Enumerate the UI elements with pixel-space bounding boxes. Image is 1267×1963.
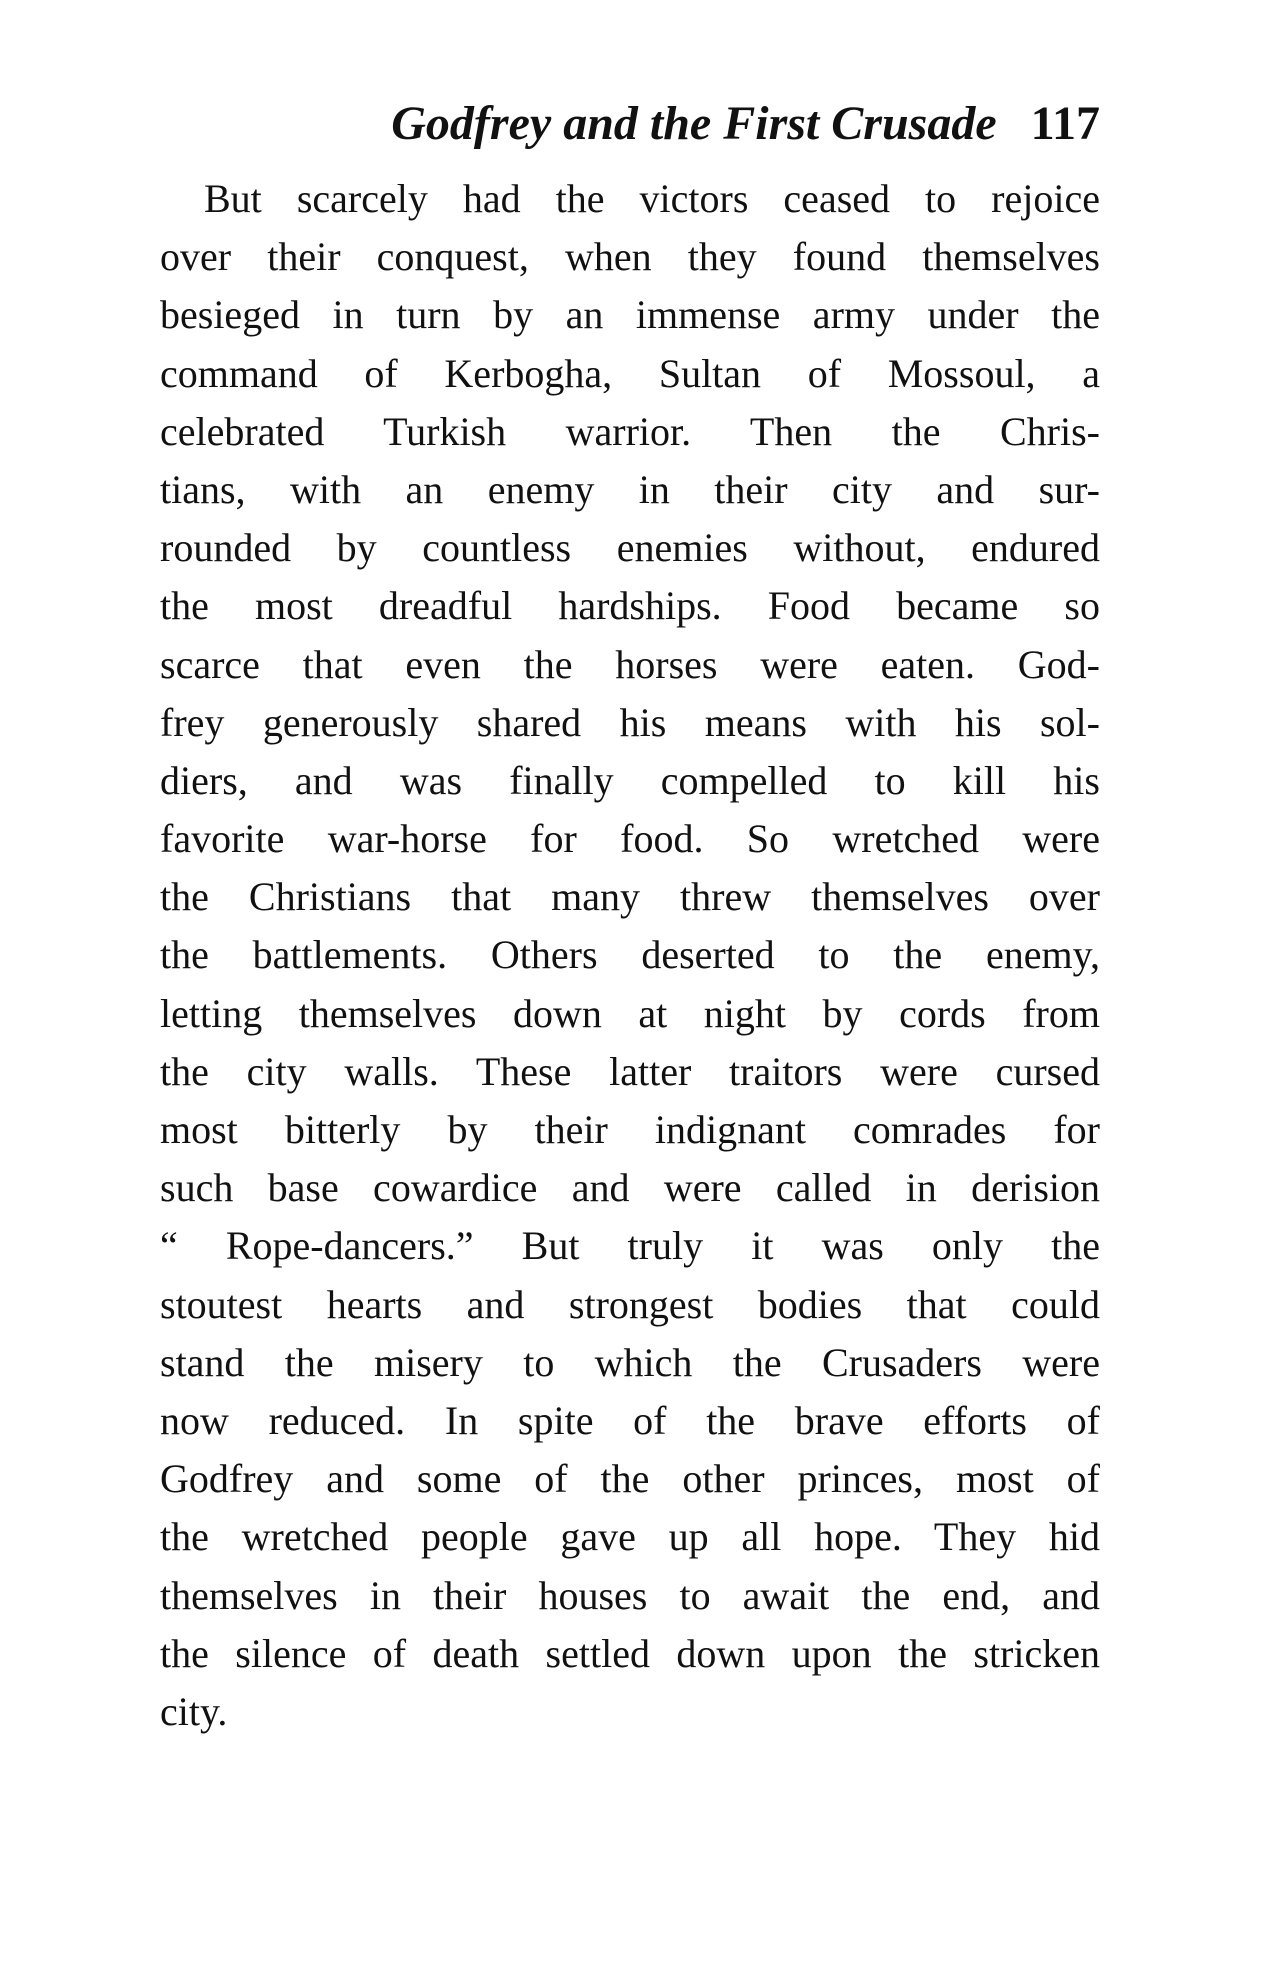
text-line: most bitterly by their indignant comrades for — [160, 1107, 1100, 1152]
running-header — [160, 96, 1100, 152]
text-line: the battlements. Others deserted to the enemy, — [160, 932, 1100, 978]
text-line: the Christians that many threw themselves over — [160, 874, 1100, 920]
text-line: celebrated Turkish warrior. Then the Chris- — [160, 408, 1100, 454]
text-line: the silence of death settled down upon the stricken — [160, 1630, 1100, 1676]
text-line: frey generously shared his means with his sol- — [160, 699, 1100, 745]
text-line: diers, and was finally compelled to kill his — [160, 757, 1100, 803]
text-line: over their conquest, when they found themselves — [160, 234, 1100, 280]
text-line: tians, with an enemy in their city and sur- — [160, 466, 1100, 512]
text-line: Godfrey and some of the other princes, most of — [160, 1456, 1100, 1502]
text-line: themselves in their houses to await the end, and — [160, 1572, 1100, 1618]
text-line: stoutest hearts and strongest bodies that could — [160, 1281, 1100, 1327]
text-line: scarce that even the horses were eaten. God- — [160, 641, 1100, 687]
text-line: favorite war-horse for food. So wretched were — [160, 816, 1100, 862]
text-line: rounded by countless enemies without, endured — [160, 525, 1100, 571]
text-line: the most dreadful hardships. Food became so — [160, 583, 1100, 629]
text-line: now reduced. In spite of the brave efforts of — [160, 1397, 1100, 1443]
text-line: But scarcely had the victors ceased to rejoice — [204, 176, 1100, 221]
running-title: Godfrey and the First Crusade — [391, 97, 997, 150]
text-line: “ Rope-dancers.” But truly it was only the — [160, 1223, 1100, 1269]
text-line: command of Kerbogha, Sultan of Mossoul, a — [160, 350, 1100, 396]
book-page — [160, 96, 1100, 1741]
text-line: besieged in turn by an immense army under the — [160, 292, 1100, 338]
text-line: stand the misery to which the Crusaders were — [160, 1339, 1100, 1385]
body-paragraph — [160, 170, 1100, 1741]
text-line: city. — [160, 1688, 228, 1734]
text-line: the city walls. These latter traitors were cursed — [160, 1048, 1100, 1094]
text-line: such base cowardice and were called in derision — [160, 1165, 1100, 1211]
page-number: 117 — [1030, 97, 1100, 150]
text-line: the wretched people gave up all hope. They hid — [160, 1514, 1100, 1560]
text-line: letting themselves down at night by cords from — [160, 990, 1100, 1036]
